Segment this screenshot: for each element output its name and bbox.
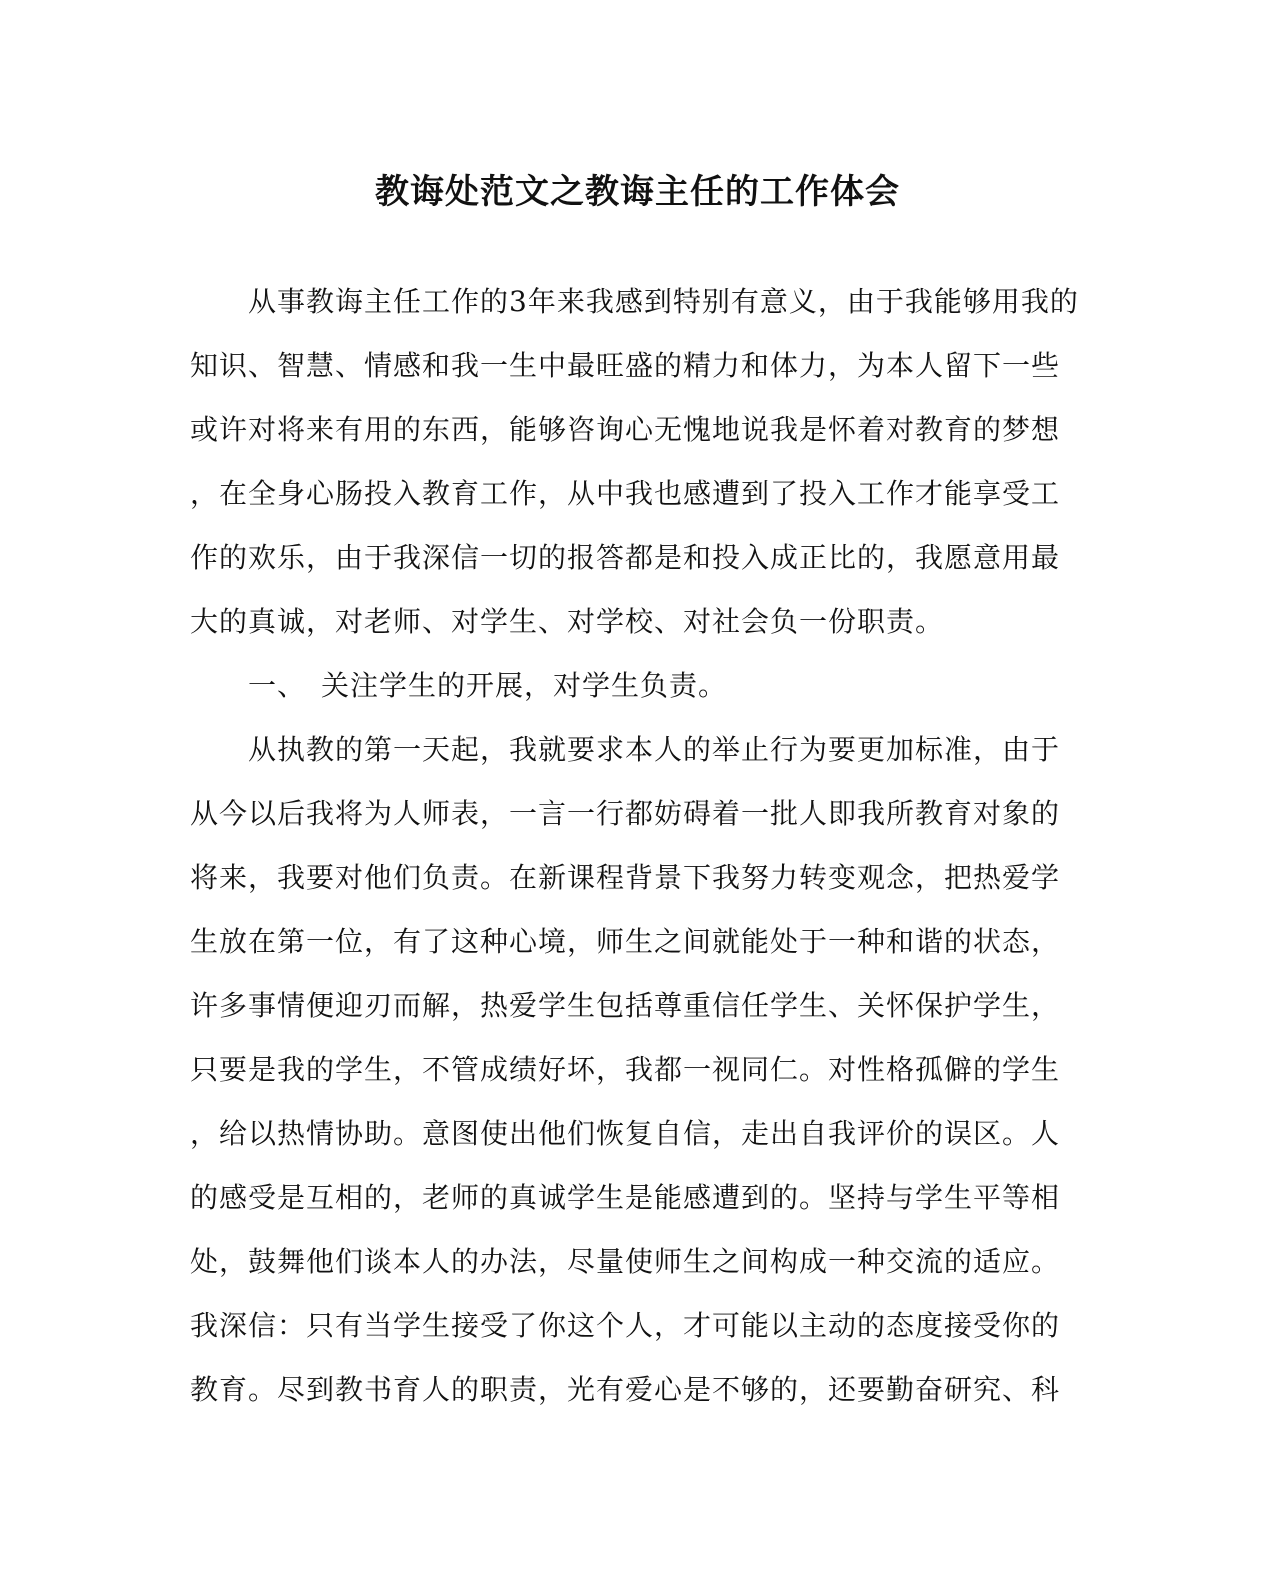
- paragraph-line: 知识、智慧、情感和我一生中最旺盛的精力和体力，为本人留下一些: [190, 349, 1061, 382]
- paragraph-line: 只要是我的学生，不管成绩好坏，我都一视同仁。对性格孤僻的学生: [190, 1053, 1061, 1086]
- section-heading: 一、 关注学生的开展，对学生负责。: [190, 669, 728, 702]
- paragraph-line: 许多事情便迎刃而解，热爱学生包括尊重信任学生、关怀保护学生，: [190, 989, 1061, 1022]
- paragraph-line: 从执教的第一天起，我就要求本人的举止行为要更加标准，由于: [190, 733, 1061, 766]
- paragraph-line: 生放在第一位，有了这种心境，师生之间就能处于一种和谐的状态，: [190, 925, 1061, 958]
- paragraph-line: 从今以后我将为人师表，一言一行都妨碍着一批人即我所教育对象的: [190, 797, 1061, 830]
- paragraph-line: 从事教诲主任工作的3年来我感到特别有意义，由于我能够用我的: [190, 285, 1079, 318]
- paragraph-line: 的感受是互相的，老师的真诚学生是能感遭到的。坚持与学生平等相: [190, 1181, 1061, 1214]
- paragraph-line: ，给以热情协助。意图使出他们恢复自信，走出自我评价的误区。人: [190, 1117, 1061, 1150]
- paragraph-line: 大的真诚，对老师、对学生、对学校、对社会负一份职责。: [190, 605, 945, 638]
- paragraph-line: ，在全身心肠投入教育工作，从中我也感遭到了投入工作才能享受工: [190, 477, 1061, 510]
- paragraph-line: 教育。尽到教书育人的职责，光有爱心是不够的，还要勤奋研究、科: [190, 1373, 1061, 1406]
- paragraph-line: 我深信：只有当学生接受了你这个人，才可能以主动的态度接受你的: [190, 1309, 1061, 1342]
- paragraph-line: 将来，我要对他们负责。在新课程背景下我努力转变观念，把热爱学: [190, 861, 1061, 894]
- paragraph-line: 或许对将来有用的东西，能够咨询心无愧地说我是怀着对教育的梦想: [190, 413, 1061, 446]
- paragraph-line: 处，鼓舞他们谈本人的办法，尽量使师生之间构成一种交流的适应。: [190, 1245, 1061, 1278]
- document-title: 教诲处范文之教诲主任的工作体会: [375, 172, 900, 212]
- paragraph-line: 作的欢乐，由于我深信一切的报答都是和投入成正比的，我愿意用最: [190, 541, 1061, 574]
